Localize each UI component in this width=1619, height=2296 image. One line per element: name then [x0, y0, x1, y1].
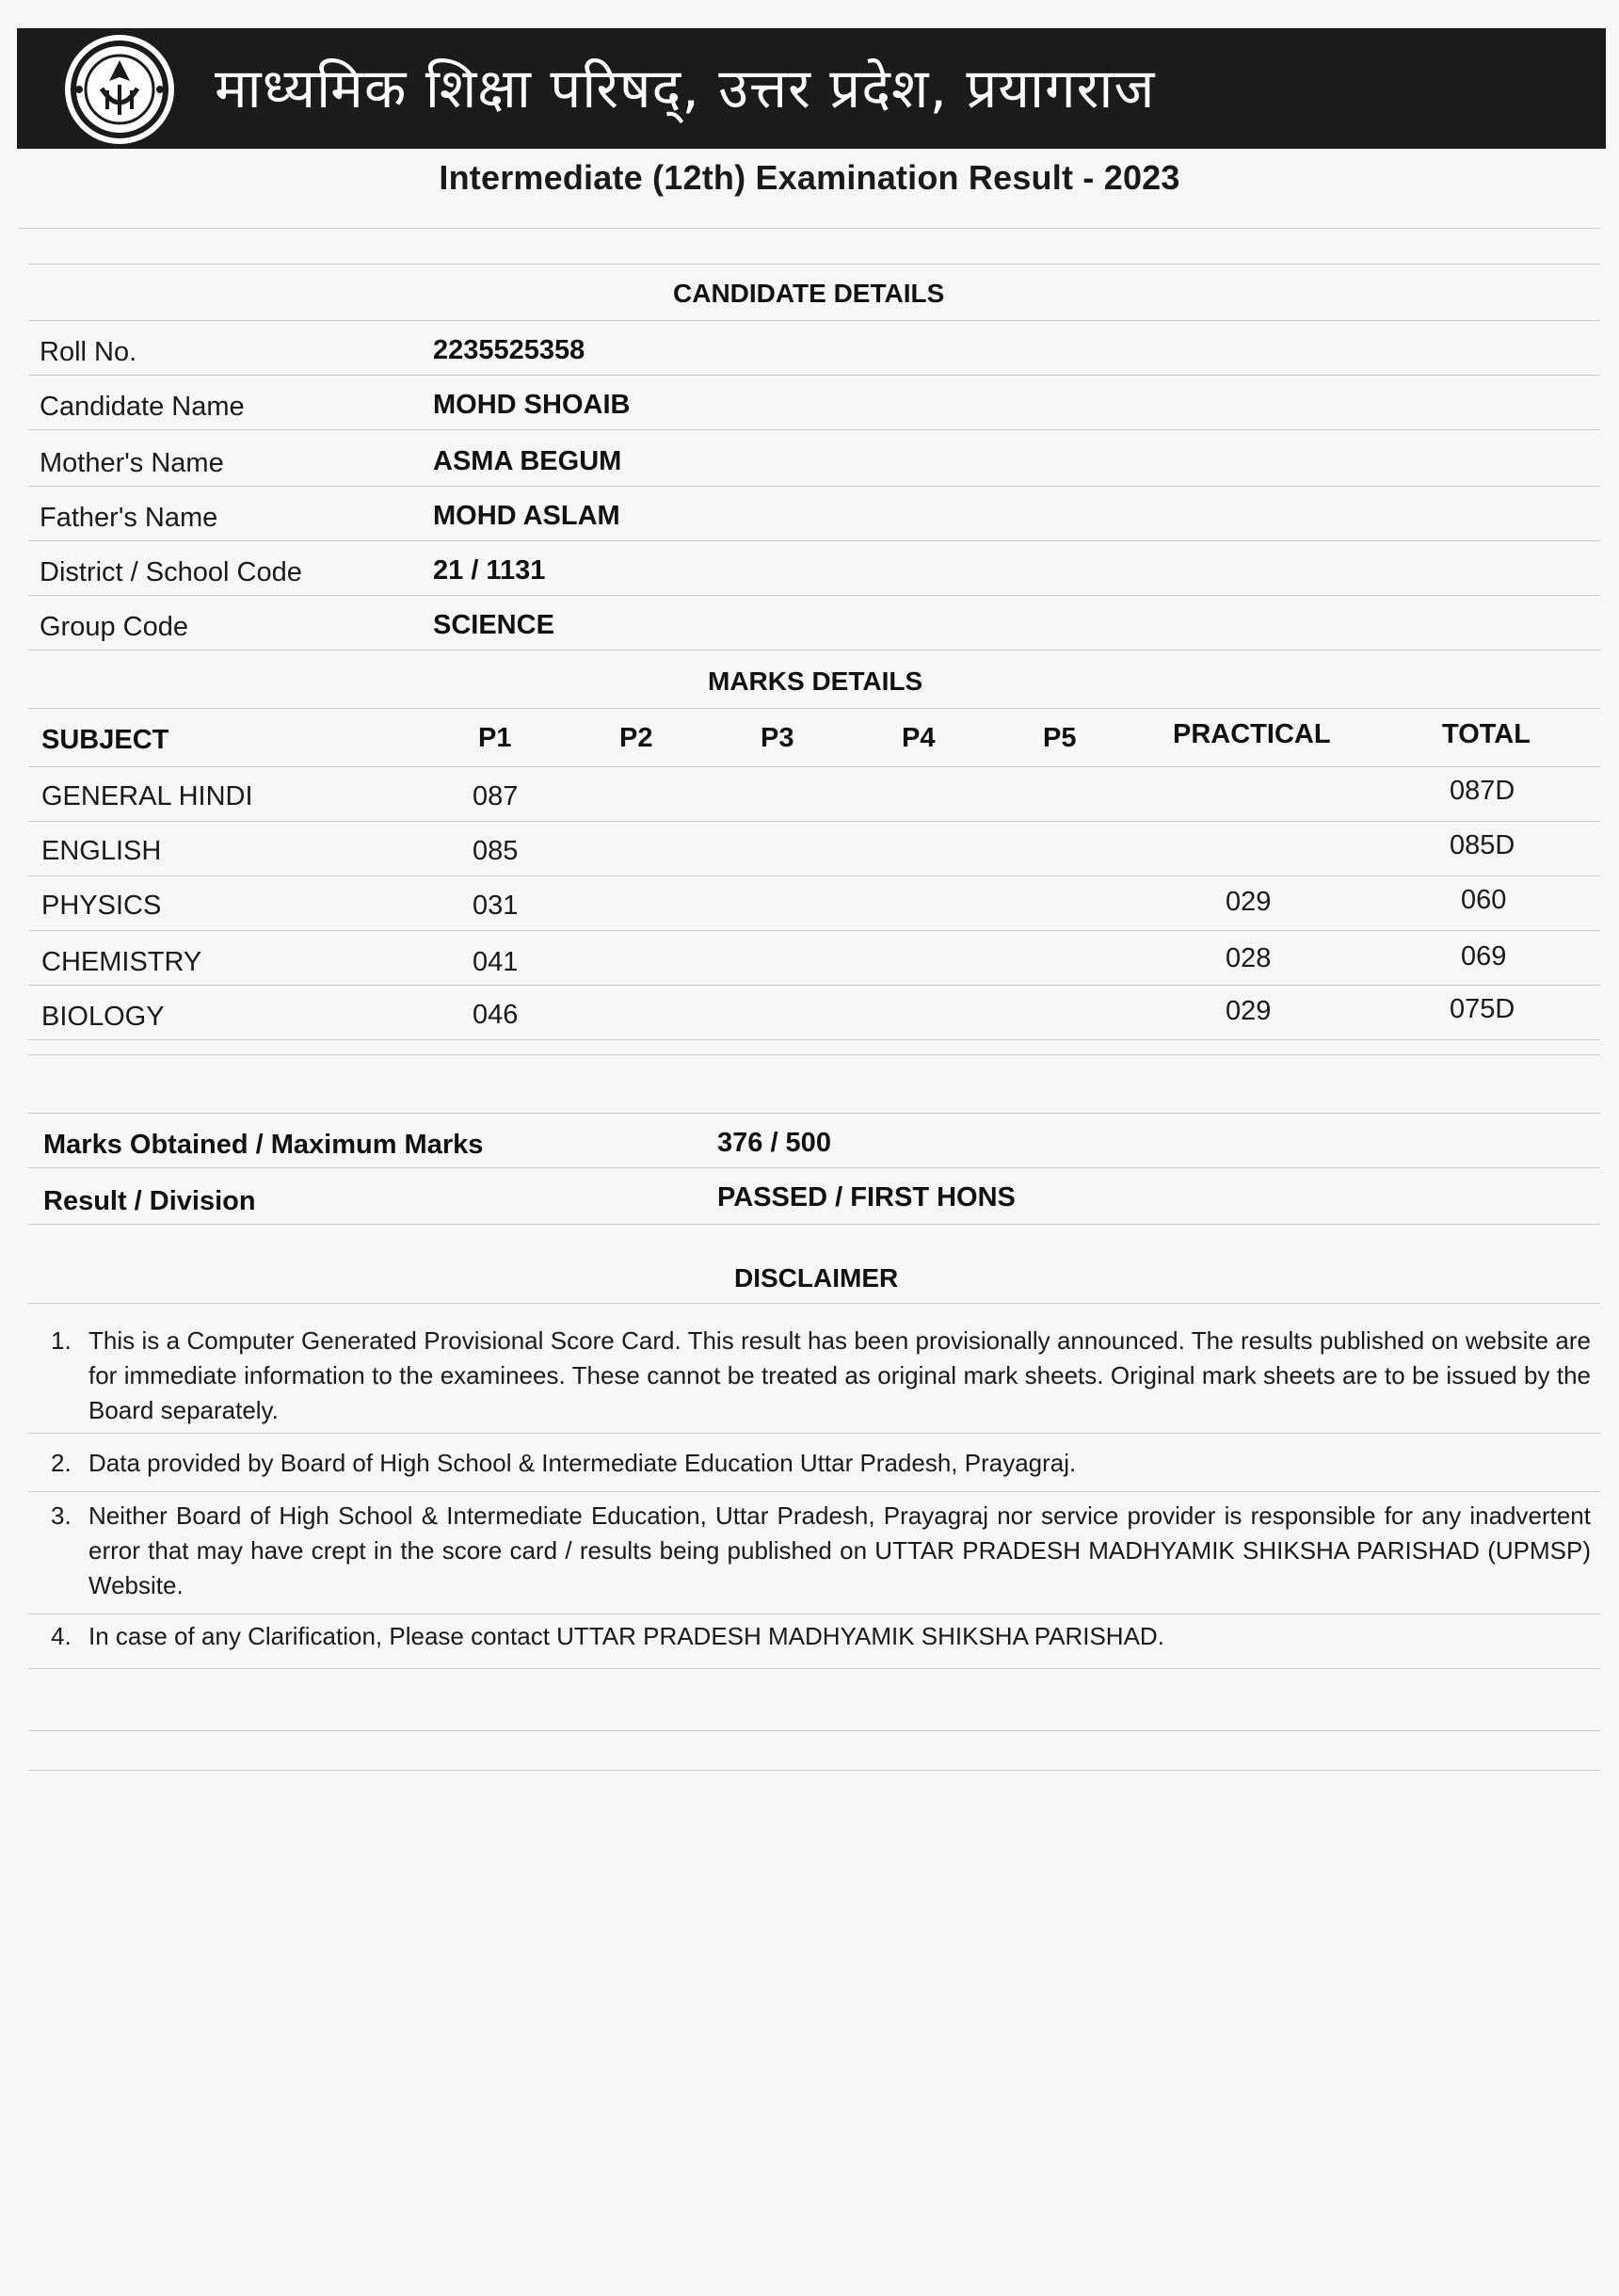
p1-cell: 046 [473, 1000, 519, 1030]
exam-title: Intermediate (12th) Examination Result - 2023 [439, 158, 1180, 197]
result-division-label: Result / Division [43, 1186, 256, 1216]
mother-name-value: ASMA BEGUM [433, 446, 622, 476]
divider [28, 1224, 1600, 1225]
practical-cell: 029 [1226, 996, 1272, 1026]
divider [28, 930, 1600, 931]
practical-cell: 029 [1226, 887, 1272, 917]
total-cell: 087D [1450, 776, 1515, 806]
divider [28, 821, 1600, 822]
divider [28, 1491, 1600, 1492]
subject-cell: CHEMISTRY [41, 947, 202, 977]
disclaimer-item [51, 1324, 1591, 1428]
disclaimer-text: In case of any Clarification, Please contact UTTAR PRADESH MADHYAMIK SHIKSHA PARISHAD. [88, 1622, 1164, 1650]
col-header-p2: P2 [619, 723, 653, 753]
disclaimer-number: 4. [51, 1622, 72, 1650]
divider [28, 1167, 1600, 1168]
divider [28, 264, 1600, 265]
col-header-p4: P4 [902, 723, 936, 753]
divider [28, 708, 1600, 709]
divider [19, 228, 1600, 229]
group-code-label: Group Code [40, 612, 188, 642]
mother-name-label: Mother's Name [40, 448, 224, 478]
divider [28, 540, 1600, 541]
disclaimer-text: This is a Computer Generated Provisional Score Card. This result has been provisionally announced. The results published on website are for immediate information to the examinees. These cannot be treated as original mark sheets. Original mark sheets are to be issued by the Board separately. [88, 1326, 1591, 1424]
disclaimer-number: 2. [51, 1449, 72, 1477]
father-name-label: Father's Name [40, 503, 218, 533]
board-emblem-logo [62, 32, 177, 147]
divider [28, 1770, 1600, 1771]
candidate-name-value: MOHD SHOAIB [433, 390, 631, 420]
col-header-p5: P5 [1043, 723, 1077, 753]
marks-details-heading: MARKS DETAILS [708, 666, 923, 696]
col-header-practical: PRACTICAL [1173, 719, 1331, 749]
divider [28, 429, 1600, 430]
disclaimer-number: 1. [51, 1326, 72, 1355]
total-cell: 060 [1461, 885, 1507, 915]
subject-cell: GENERAL HINDI [41, 781, 253, 811]
header-bar [17, 28, 1606, 149]
candidate-name-label: Candidate Name [40, 392, 245, 422]
district-school-code-label: District / School Code [40, 557, 302, 587]
total-cell: 069 [1461, 941, 1507, 971]
roll-no-label: Roll No. [40, 337, 137, 367]
board-name-hindi: माध्यमिक शिक्षा परिषद्, उत्तर प्रदेश, प्रयागराज [215, 56, 1156, 120]
divider [28, 875, 1600, 876]
divider [28, 766, 1600, 767]
roll-no-value: 2235525358 [433, 335, 585, 365]
total-cell: 085D [1450, 830, 1515, 860]
p1-cell: 041 [473, 947, 519, 977]
divider [28, 985, 1600, 986]
col-header-p3: P3 [761, 723, 794, 753]
disclaimer-item [51, 1619, 1591, 1654]
col-header-subject: SUBJECT [41, 725, 169, 755]
divider [28, 1039, 1600, 1040]
result-division-value: PASSED / FIRST HONS [717, 1182, 1016, 1212]
disclaimer-heading: DISCLAIMER [734, 1263, 899, 1293]
col-header-total: TOTAL [1442, 719, 1531, 749]
p1-cell: 085 [473, 836, 519, 866]
marks-obtained-label: Marks Obtained / Maximum Marks [43, 1130, 484, 1160]
disclaimer-number: 3. [51, 1501, 72, 1530]
subject-cell: BIOLOGY [41, 1002, 165, 1032]
disclaimer-item [51, 1499, 1591, 1603]
disclaimer-item [51, 1446, 1591, 1481]
practical-cell: 028 [1226, 943, 1272, 973]
district-school-code-value: 21 / 1131 [433, 555, 546, 586]
father-name-value: MOHD ASLAM [433, 501, 620, 531]
divider [28, 1433, 1600, 1434]
divider [28, 1054, 1600, 1055]
group-code-value: SCIENCE [433, 610, 554, 640]
p1-cell: 087 [473, 781, 519, 811]
disclaimer-text: Neither Board of High School & Intermediate Education, Uttar Pradesh, Prayagraj nor service provider is responsible for any inadvertent error that may have crept in the score card / results being published on UTTAR PRADESH MADHYAMIK SHIKSHA PARISHAD (UPMSP) Website. [88, 1501, 1591, 1599]
marks-obtained-value: 376 / 500 [717, 1128, 831, 1158]
divider [28, 1303, 1600, 1304]
p1-cell: 031 [473, 891, 519, 921]
divider [28, 1668, 1600, 1669]
candidate-details-heading: CANDIDATE DETAILS [673, 279, 945, 308]
total-cell: 075D [1450, 994, 1515, 1024]
divider [28, 595, 1600, 596]
divider [28, 1730, 1600, 1731]
divider [28, 375, 1600, 376]
disclaimer-text: Data provided by Board of High School & Intermediate Education Uttar Pradesh, Prayagraj. [88, 1449, 1077, 1477]
col-header-p1: P1 [478, 723, 512, 753]
subject-cell: ENGLISH [41, 836, 162, 866]
divider [28, 486, 1600, 487]
divider [28, 320, 1600, 321]
divider [28, 1113, 1600, 1114]
subject-cell: PHYSICS [41, 891, 162, 921]
